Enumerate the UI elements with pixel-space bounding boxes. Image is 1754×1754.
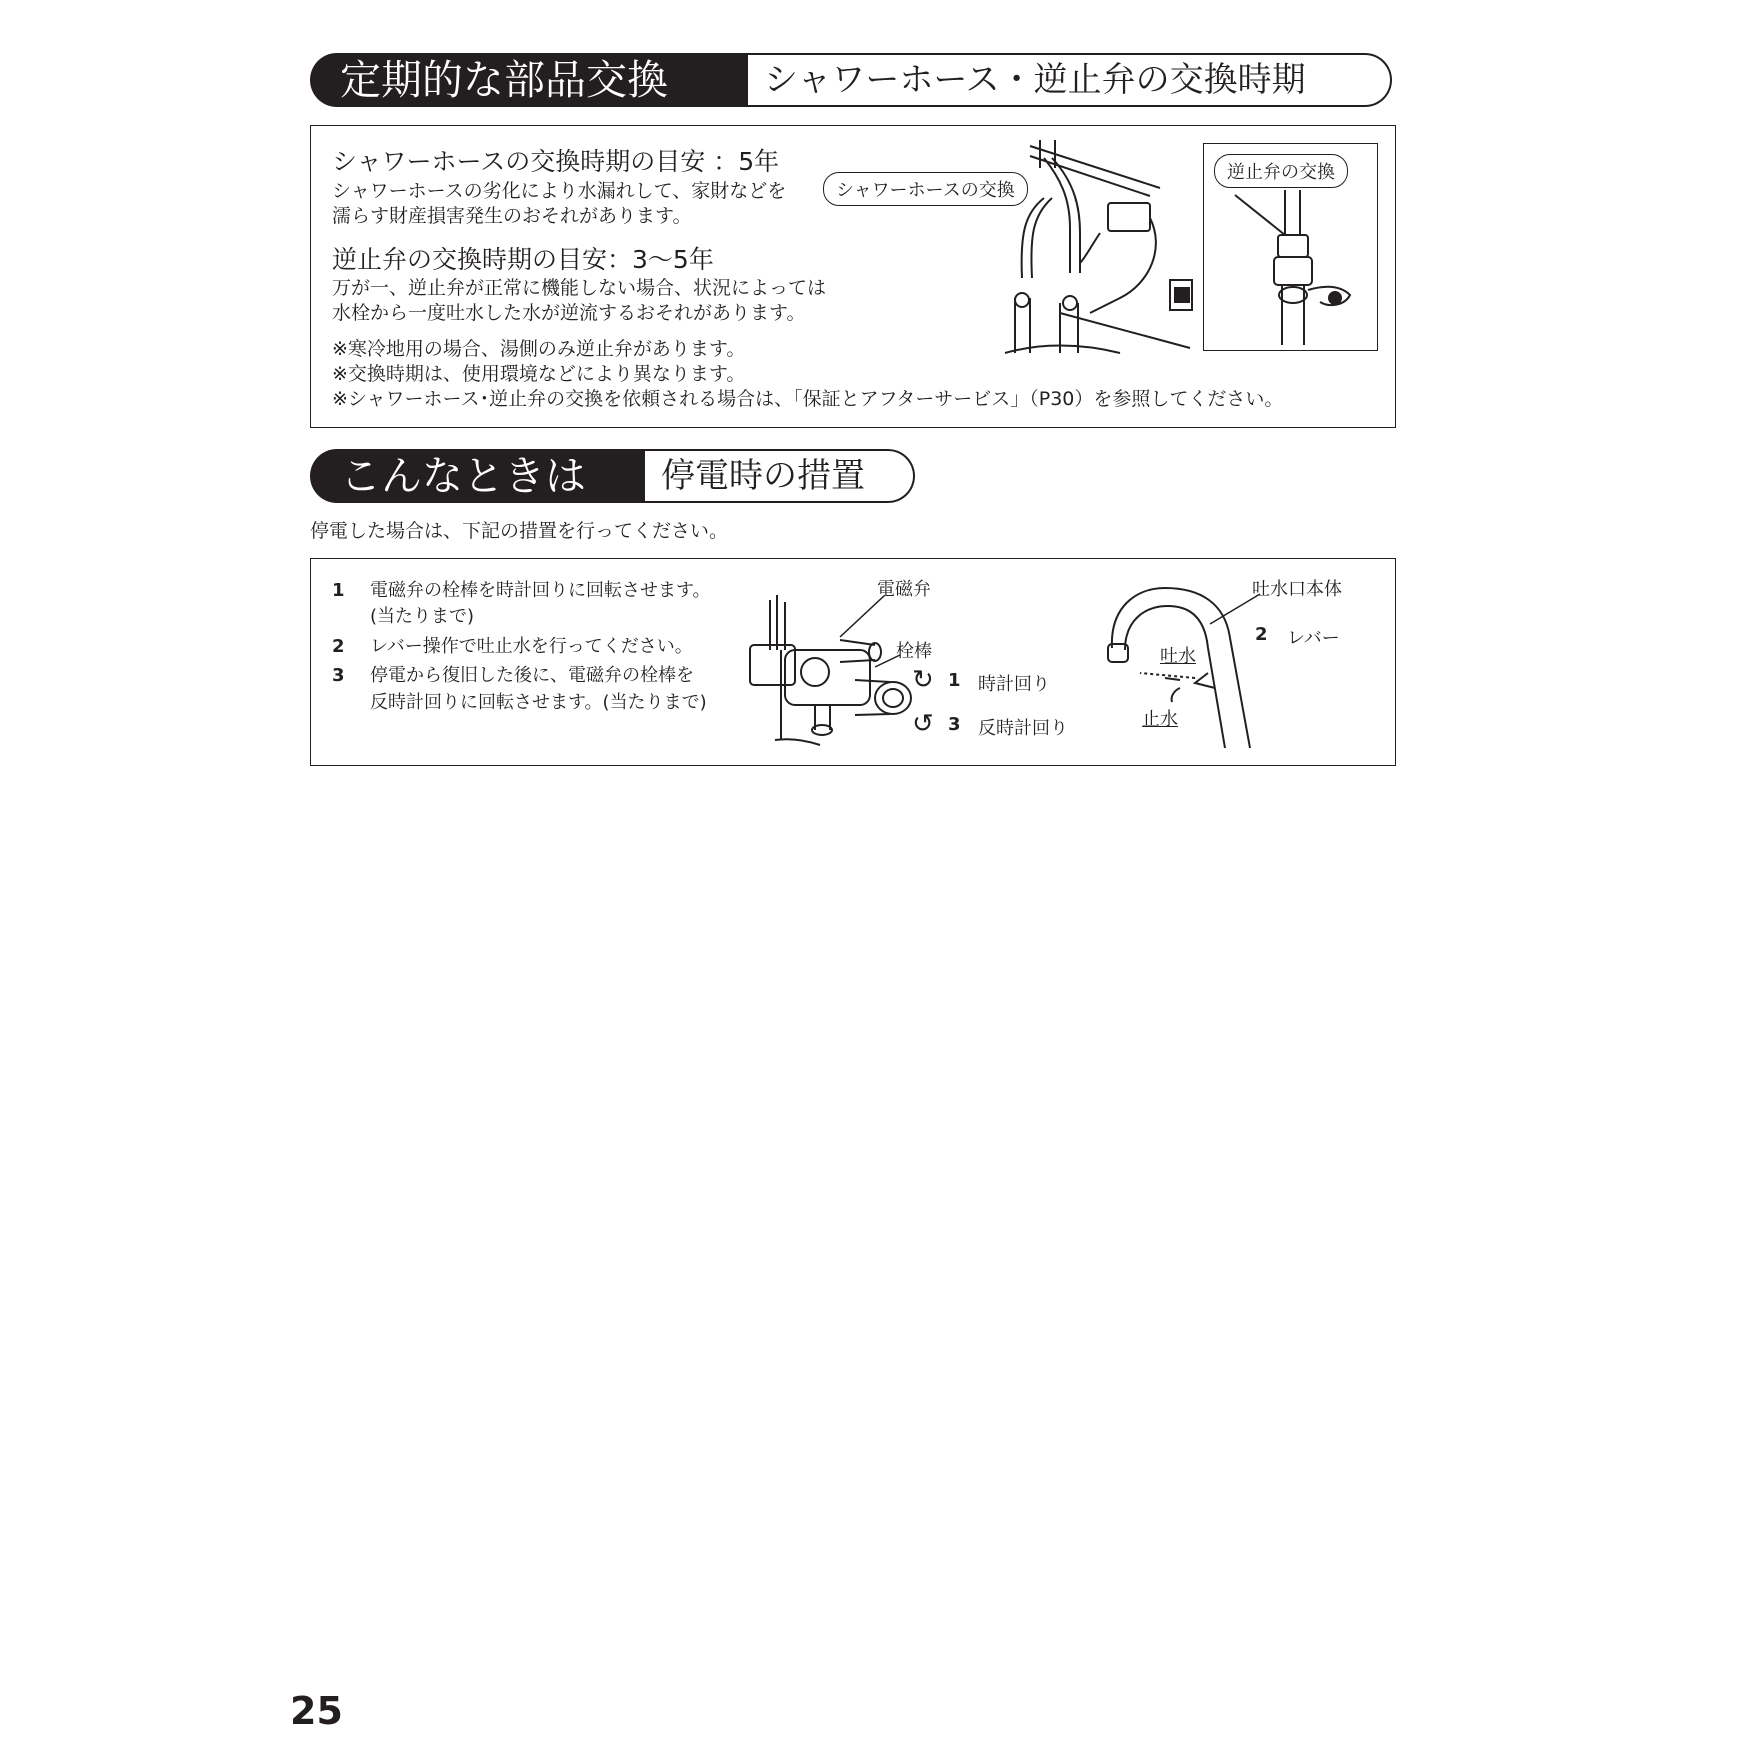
section2-subtitle: 停電時の措置 bbox=[645, 449, 915, 503]
power-outage-intro: 停電した場合は、下記の措置を行ってください。 bbox=[310, 520, 729, 542]
step-item bbox=[332, 602, 474, 628]
step-item bbox=[332, 632, 693, 658]
label-valve-stem: 栓棒 bbox=[896, 641, 932, 662]
note-cold-region: ※寒冷地用の場合、湯側のみ逆止弁があります。 bbox=[332, 338, 746, 360]
section1-header bbox=[310, 53, 1392, 107]
note-replacement-timing: ※交換時期は、使用環境などにより異なります。 bbox=[332, 363, 746, 385]
label-spout-body: 吐水口本体 bbox=[1252, 579, 1342, 600]
counterclockwise-icon: ↺ bbox=[912, 709, 934, 739]
section2-header bbox=[310, 449, 915, 503]
step-number: 2 bbox=[332, 636, 345, 657]
valve-replacement-text-2: 水栓から一度吐水した水が逆流するおそれがあります。 bbox=[332, 302, 806, 324]
hose-replacement-text-1: シャワーホースの劣化により水漏れして、家財などを bbox=[332, 180, 787, 202]
label-water-discharge: 吐水 bbox=[1160, 646, 1196, 667]
step-item bbox=[332, 576, 711, 602]
section2-title: こんなときは bbox=[310, 449, 645, 503]
step-text: (当たりまで) bbox=[370, 606, 475, 627]
step-text: レバー操作で吐止水を行ってください。 bbox=[370, 636, 693, 657]
step-text: 停電から復旧した後に、電磁弁の栓棒を bbox=[370, 665, 694, 686]
step-text: 電磁弁の栓棒を時計回りに回転させます。 bbox=[370, 580, 711, 601]
section1-subtitle: シャワーホース・逆止弁の交換時期 bbox=[748, 53, 1392, 107]
label-solenoid-valve: 電磁弁 bbox=[877, 579, 931, 600]
page-number: 25 bbox=[290, 1689, 343, 1733]
counterclockwise-label: 反時計回り bbox=[978, 718, 1068, 739]
label-lever: レバー bbox=[1287, 628, 1340, 649]
clockwise-step-number: 1 bbox=[948, 670, 961, 691]
step-item bbox=[332, 661, 694, 687]
check-valve-illustration bbox=[1230, 190, 1360, 345]
under-sink-illustration bbox=[1000, 138, 1205, 358]
step-number: 3 bbox=[332, 665, 345, 686]
callout-check-valve-replacement: 逆止弁の交換 bbox=[1214, 154, 1348, 188]
callout-hose-replacement: シャワーホースの交換 bbox=[823, 172, 1028, 206]
step-number: 1 bbox=[332, 580, 345, 601]
hose-replacement-heading: シャワーホースの交換時期の目安 ：5年 bbox=[332, 147, 780, 176]
faucet-illustration bbox=[1100, 578, 1300, 753]
clockwise-label: 時計回り bbox=[978, 674, 1050, 695]
valve-replacement-text-1: 万が一、逆止弁が正常に機能しない場合、状況によっては bbox=[332, 277, 827, 299]
clockwise-icon: ↻ bbox=[912, 665, 934, 695]
label-water-stop: 止水 bbox=[1142, 709, 1178, 730]
section1-title: 定期的な部品交換 bbox=[310, 53, 748, 107]
counterclockwise-step-number: 3 bbox=[948, 714, 961, 735]
step-item bbox=[332, 688, 707, 714]
hose-replacement-text-2: 濡らす財産損害発生のおそれがあります。 bbox=[332, 205, 692, 227]
valve-replacement-heading: 逆止弁の交換時期の目安：3～5年 bbox=[332, 245, 714, 274]
step-text: 反時計回りに回転させます。(当たりまで) bbox=[370, 692, 707, 713]
lever-step-number: 2 bbox=[1255, 624, 1268, 645]
note-service-reference: ※シャワーホース･逆止弁の交換を依頼される場合は、「保証とアフターサービス」（P30）を参照してください。 bbox=[332, 388, 1284, 410]
